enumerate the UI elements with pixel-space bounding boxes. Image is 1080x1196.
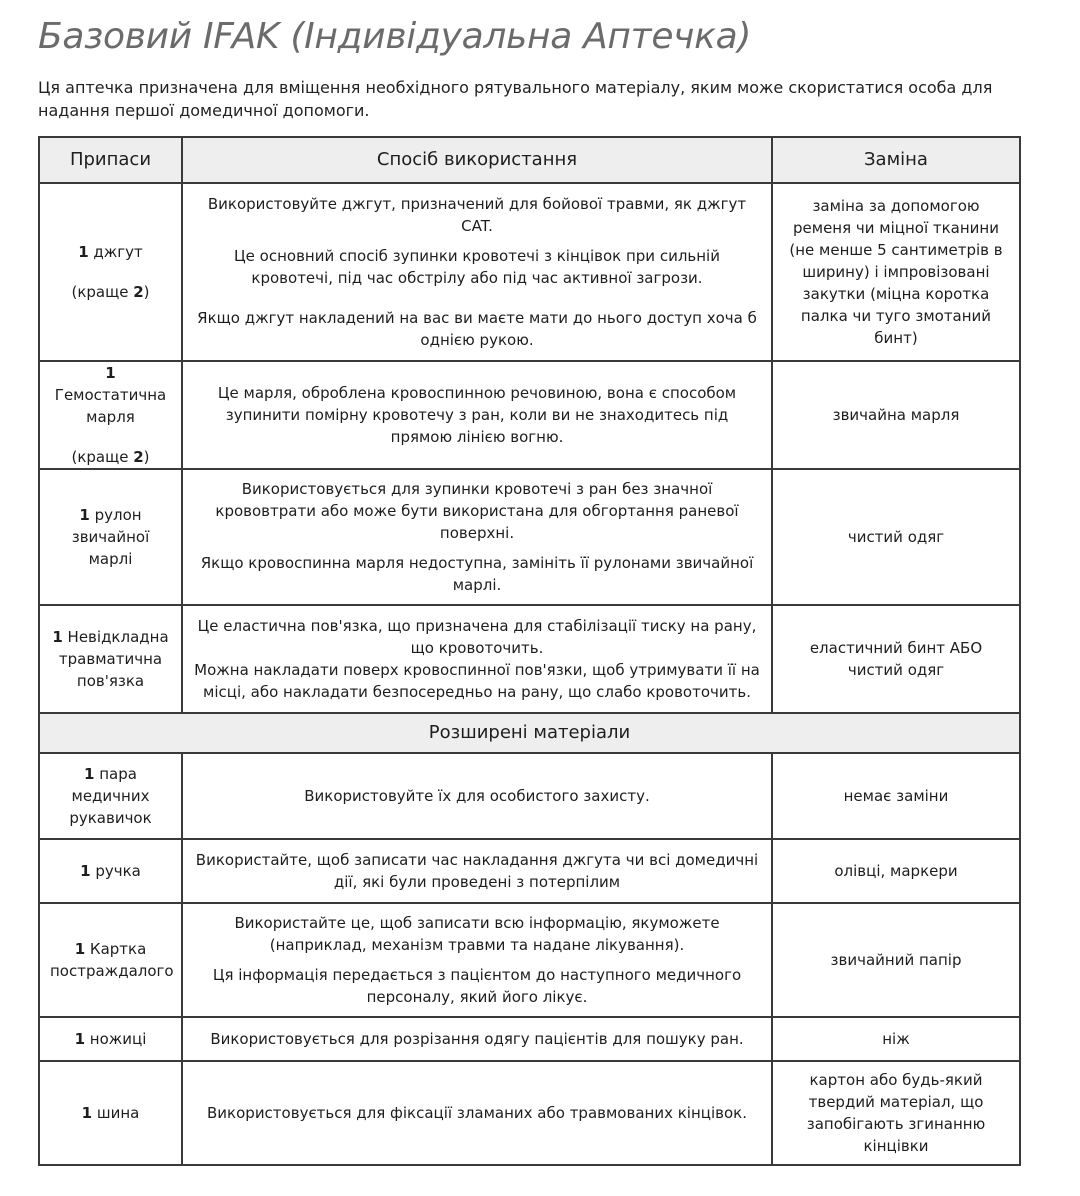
supply-qty: 1 [105, 364, 116, 382]
usage-cell [182, 1061, 772, 1165]
supply-qty: 1 [79, 506, 90, 524]
usage-text: Можна накладати поверх кровоспинної пов'язки, щоб утримувати її на місці, або накладати безпосередньо на рану, що слабо кровоточить. [194, 661, 760, 701]
table-row [39, 605, 1020, 713]
supply-note-prefix: (краще [71, 283, 129, 301]
usage-text: Якщо кровоспинна марля недоступна, замініть її рулонами звичайної марлі. [200, 554, 754, 594]
table-row [39, 361, 1020, 469]
replacement-cell: олівці, маркери [772, 839, 1020, 903]
section-extended-materials: Розширені матеріали [39, 713, 1020, 753]
header-supplies: Припаси [39, 137, 182, 183]
header-usage: Спосіб використання [182, 137, 772, 183]
usage-text: Використайте, щоб записати час накладання джгута чи всі домедичні дії, які були проведені з потерпілим [195, 851, 759, 891]
usage-text: Використовується для зупинки кровотечі з ран без значної крововтрати або може бути використана для обгортання раневої поверхні. [215, 480, 739, 542]
usage-text: Використовується для фіксації зламаних або травмованих кінцівок. [207, 1104, 747, 1122]
supply-cell [39, 469, 182, 605]
supply-cell [39, 605, 182, 713]
table-row [39, 903, 1020, 1017]
replacement-cell: звичайний папір [772, 903, 1020, 1017]
table-row [39, 1061, 1020, 1165]
supply-note-suffix: ) [143, 448, 150, 466]
table-row [39, 183, 1020, 361]
supply-name: шина [96, 1104, 140, 1122]
usage-cell [182, 183, 772, 361]
replacement-cell: звичайна марля [772, 361, 1020, 469]
usage-cell [182, 903, 772, 1017]
table-row [39, 469, 1020, 605]
usage-text: Це основний спосіб зупинки кровотечі з кінцівок при сильній кровотечі, під час обстрілу або під час активної загрози. [234, 247, 720, 287]
supply-qty: 1 [52, 628, 63, 646]
usage-cell [182, 753, 772, 839]
supply-name: ножиці [89, 1030, 147, 1048]
supply-cell [39, 183, 182, 361]
supply-cell [39, 753, 182, 839]
usage-cell [182, 1017, 772, 1061]
supply-name: рулон звичайної марлі [71, 506, 150, 568]
replacement-cell: еластичний бинт АБО чистий одяг [772, 605, 1020, 713]
table-row [39, 753, 1020, 839]
usage-text: Це еластична пов'язка, що призначена для стабілізації тиску на рану, що кровоточить. [197, 617, 757, 657]
supply-note-num: 2 [133, 283, 144, 301]
usage-cell [182, 469, 772, 605]
header-replacement: Заміна [772, 137, 1020, 183]
table-row [39, 839, 1020, 903]
supply-qty: 1 [78, 243, 89, 261]
replacement-cell: заміна за допомогою ременя чи міцної тканини (не менше 5 сантиметрів в ширину) і імпровізовані закутки (міцна коротка палка чи туго змотаний бинт) [772, 183, 1020, 361]
table-row [39, 1017, 1020, 1061]
usage-text: Використовується для розрізання одягу пацієнтів для пошуку ран. [210, 1030, 744, 1048]
usage-text: Використовуйте їх для особистого захисту. [304, 787, 650, 805]
supply-name: Гемостатична марля [54, 386, 167, 426]
replacement-cell: немає заміни [772, 753, 1020, 839]
usage-text: Використайте це, щоб записати всю інформацію, якуможете (наприклад, механізм травми та надане лікування). [234, 914, 720, 954]
supply-cell [39, 839, 182, 903]
supply-qty: 1 [74, 1030, 86, 1048]
supply-cell [39, 1017, 182, 1061]
supply-name: ручка [95, 862, 141, 880]
table-header-row [39, 137, 1020, 183]
supply-note-suffix: ) [143, 283, 150, 301]
supply-name: пара медичних рукавичок [69, 765, 152, 827]
supply-note-num: 2 [133, 448, 144, 466]
supply-name: джгут [93, 243, 143, 261]
usage-cell [182, 605, 772, 713]
supply-qty: 1 [81, 1104, 93, 1122]
usage-text: Використовуйте джгут, призначений для бойової травми, як джгут CAT. [207, 195, 747, 235]
supply-name: Картка постраждалого [50, 940, 174, 980]
usage-cell [182, 839, 772, 903]
supply-cell [39, 1061, 182, 1165]
supply-qty: 1 [74, 940, 86, 958]
section-row [39, 713, 1020, 753]
page-title: Базовий IFAK (Індивідуальна Аптечка) [38, 16, 752, 57]
supply-note-prefix: (краще [71, 448, 129, 466]
usage-text: Це марля, оброблена кровоспинною речовиною, вона є способом зупинити помірну кровотечу з ран, коли ви не знаходитесь під прямою лінією вогню. [217, 384, 737, 446]
supply-qty: 1 [84, 765, 95, 783]
supply-name: Невідкладна травматична пов'язка [58, 628, 169, 690]
usage-cell [182, 361, 772, 469]
supply-qty: 1 [80, 862, 91, 880]
supply-cell [39, 361, 182, 469]
replacement-cell: чистий одяг [772, 469, 1020, 605]
supply-cell [39, 903, 182, 1017]
ifak-table [38, 136, 1021, 1166]
replacement-cell: картон або будь-який твердий матеріал, що запобігають згинанню кінцівки [772, 1061, 1020, 1165]
usage-text: Ця інформація передається з пацієнтом до наступного медичного персоналу, який його лікує. [212, 966, 742, 1006]
replacement-cell: ніж [772, 1017, 1020, 1061]
intro-text: Ця аптечка призначена для вміщення необхідного рятувального матеріалу, яким може скористатися особа для надання першої домедичної допомоги. [38, 78, 993, 120]
usage-text: Якщо джгут накладений на вас ви маєте мати до нього доступ хоча б однією рукою. [197, 309, 757, 349]
